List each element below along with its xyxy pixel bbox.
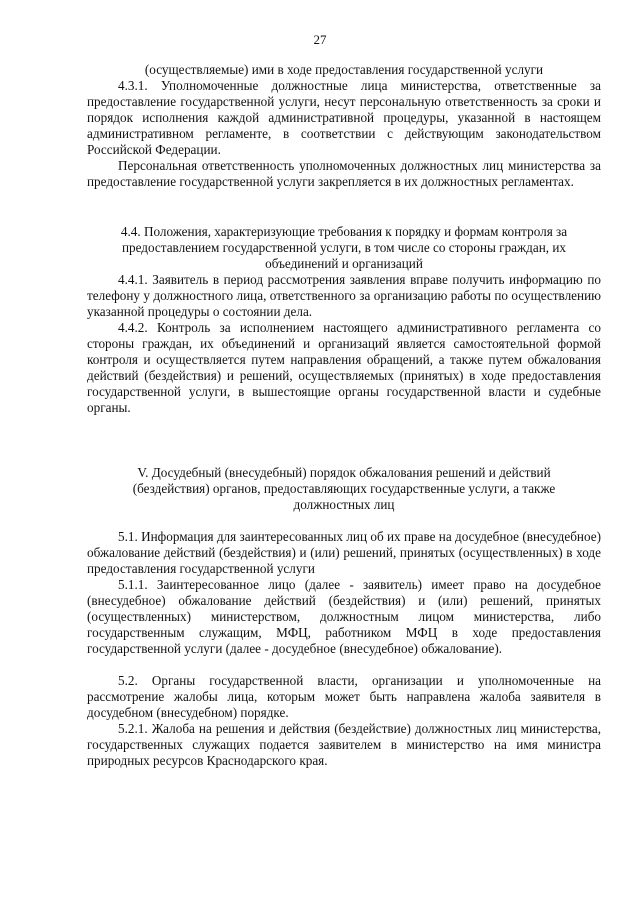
chapter-heading-v: V. Досудебный (внесудебный) порядок обжалования решений и действий (бездействия) органов, предоставляющих государственные услуги, а также должностных лиц	[132, 465, 556, 512]
paragraph-5-2-1: 5.2.1. Жалоба на решения и действия (бездействие) должностных лиц министерства, государственных служащих подается заявителем в министерство на имя министра природных ресурсов Краснодарского края.	[87, 721, 601, 768]
section-heading-4-4: 4.4. Положения, характеризующие требования к порядку и формам контроля за предоставлением государственной услуги, в том числе со стороны граждан, их объединений и организаций	[120, 224, 568, 271]
paragraph-5-2: 5.2. Органы государственной власти, организации и уполномоченные на рассмотрение жалобы лица, которым может быть направлена жалоба заявителя в досудебном (внесудебном) порядке.	[87, 673, 601, 720]
paragraph-5-1-1: 5.1.1. Заинтересованное лицо (далее - заявитель) имеет право на досудебное (внесудебное) обжалование действий (бездействия) и (или) решений, принятых (осуществленных) министерством, должностным лицом министерства, либо государственным служащим, МФЦ, работником МФЦ в ходе предоставления государственной услуги (далее - досудебное (внесудебное) обжалование).	[87, 577, 601, 656]
paragraph-4-4-2: 4.4.2. Контроль за исполнением настоящего административного регламента со стороны граждан, их объединений и организаций является самостоятельной формой контроля и осуществляется путем направления обращений, а также путем обжалования действий (бездействия) и решений, осуществляемых (принятых) в ходе предоставления государственной услуги, в вышестоящие органы государственной власти и судебные органы.	[87, 320, 601, 415]
paragraph-4-4-1: 4.4.1. Заявитель в период рассмотрения заявления вправе получить информацию по телефону у должностного лица, ответственного за организацию работы по осуществлению указанной процедуры о состоянии дела.	[87, 272, 601, 319]
paragraph-5-1: 5.1. Информация для заинтересованных лиц об их праве на досудебное (внесудебное) обжалование действий (бездействия) и (или) решений, принятых (осуществленных) в ходе предоставления государственной услуги	[87, 529, 601, 576]
paragraph-4-3-1: 4.3.1. Уполномоченные должностные лица министерства, ответственные за предоставление государственной услуги, несут персональную ответственность за сроки и порядок исполнения каждой административной процедуры, указанной в настоящем административном регламенте, в соответствии с действующим законодательством Российской Федерации.	[87, 78, 601, 157]
paragraph-personal-responsibility: Персональная ответственность уполномоченных должностных лиц министерства за предоставление государственной услуги закрепляется в их должностных регламентах.	[87, 158, 601, 189]
paragraph-continuation: (осуществляемые) ими в ходе предоставления государственной услуги	[144, 62, 544, 77]
document-body	[87, 62, 601, 769]
page-number: 27	[313, 32, 327, 47]
